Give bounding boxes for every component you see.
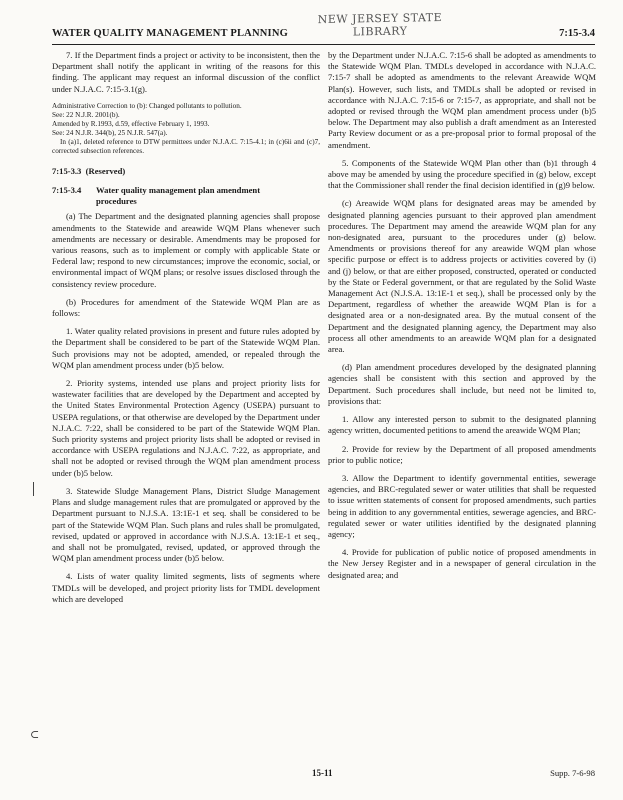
paragraph-b3: 3. Statewide Sludge Management Plans, District Sludge Management Plans and sludge management rules that are promulgated or approved by the Department pursuant to N.J.S.A. 13:1E-1 et seq. shall be considered to be part of the Statewide WQM Plan. Such plans and rules shall be promulgated, revised, updated or approved in accordance with N.J.S.A. 13:1E-1 et seq., and shall not be promulgated, revised, updated, or approved through the WQM plan amendment process under (b)5 below. — [52, 485, 320, 564]
library-stamp: NEW JERSEY STATE LIBRARY — [317, 10, 443, 39]
section-heading — [52, 185, 320, 207]
section-title — [96, 185, 320, 207]
running-title: WATER QUALITY MANAGEMENT PLANNING — [52, 28, 288, 39]
left-column — [52, 50, 320, 612]
paragraph-b2: 2. Priority systems, intended use plans and project priority lists for wastewater facilities that are developed by the Department and accepted by the United States Environmental Protection Agency (USEPA) pursuant to USEPA regulations, or that otherwise are developed by the Department under N.J.A.C. 7:22, shall be considered to be part of the Statewide WQM Plan. Such priority systems and project priority lists shall be adopted or revised in accordance with USEPA regulations and N.J.A.C. 7:22, as appropriate, and shall not be adopted or revised through the WQM plan amendment process under (b)5 below. — [52, 378, 320, 478]
history-notes — [52, 102, 320, 156]
paragraph-7: 7. If the Department finds a project or activity to be inconsistent, then the Department shall notify the applicant in writing of the reasons for this finding. The applicant may request an informal discussion of the conflict under N.J.A.C. 7:15-3.1(g). — [52, 50, 320, 94]
paragraph-d2: 2. Provide for review by the Department of all proposed amendments prior to public notice; — [328, 443, 596, 465]
paragraph-d: (d) Plan amendment procedures developed by the designated planning agencies shall be consistent with this section and approved by the Department. Such procedures shall include, but need not be limited to, provisions that: — [328, 362, 596, 406]
paragraph-d4: 4. Provide for publication of public notice of proposed amendments in the New Jersey Register and in a newspaper of general circulation in the designated area; and — [328, 547, 596, 580]
paragraph-b: (b) Procedures for amendment of the Statewide WQM Plan are as follows: — [52, 296, 320, 319]
history-note: See: 22 N.J.R. 2001(b). — [52, 110, 120, 119]
paragraph-d3: 3. Allow the Department to identify governmental entities, sewerage agencies, and BRC-regulated sewer or water utilities that shall be requested to issue written statements of consent for proposed amendments, such parties being in addition to any governmental entities, sewerage agencies, and BRC-regulated sewer or water utilities identified by the designated planning agency; — [328, 472, 596, 539]
paragraph-a: (a) The Department and the designated planning agencies shall propose amendments to the Statewide and areawide WQM Plans whenever such amendments are necessary or desirable. Amendments may be proposed for various reasons, such as to implement or comply with applicable State or Federal law; respond to new circumstances; improve the economic, social, or environmental impact of WQM plans; or resolve issues disclosed through the consistency review procedure. — [52, 211, 320, 289]
section-number: 7:15-3.3 — [52, 165, 82, 176]
paragraph-b1: 1. Water quality related provisions in present and future rules adopted by the Department shall be considered to be part of the Statewide WQM Plan. Such provisions may not be adopted, amended, or repealed through the WQM plan amendment process under (b)5 below. — [52, 326, 320, 370]
paragraph-b5: 5. Components of the Statewide WQM Plan other than (b)1 through 4 above may be amended by using the procedure specified in (g) below, except that the Commissioner shall render the final decision identified in (g)9 below. — [328, 157, 596, 191]
supplement-date: Supp. 7-6-98 — [550, 768, 595, 778]
page-header — [52, 26, 595, 45]
section-title-line: procedures — [96, 196, 137, 207]
margin-mark-icon: ⊂ — [30, 729, 40, 741]
paragraph-b4-continued: by the Department under N.J.A.C. 7:15-6 shall be adopted as amendments to the Statewide WQM Plan. TMDLs developed in accordance with N.J.A.C. 7:15-7 shall be adopted as amendments to the relevant Areawide WQM Plan(s). However, such lists, and TMDLs shall be adopted or revised in accordance with N.J.A.C. 7:15-6 or 7:15-7, as appropriate, and shall not be adopted or revised through the WQM plan amendment process under (b)5 below. The Department may also publish a draft amendment as an Interested Party Review document or as a pre-proposal prior to formal proposal of the amendment. — [328, 50, 596, 150]
section-number: 7:15-3.4 — [52, 185, 82, 196]
paragraph-b4: 4. Lists of water quality limited segments, lists of segments where TMDLs will be developed, and project priority lists for TMDL development which are developed — [52, 571, 320, 604]
history-note: In (a)1, deleted reference to DTW permittees under N.J.A.C. 7:15-4.1; in (c)6ii and (c)7, corrected subsection references. — [52, 137, 320, 155]
paragraph-c: (c) Areawide WQM plans for designated areas may be amended by designated planning agencies pursuant to their approved plan amendment procedures. The Department may amend the areawide WQM plan for any non-designated area, pursuant to the procedures under (g) below. Amendments or provisions thereof for any areawide WQM plan whose specific purpose or effect is to address projects or activities covered by (i) and (j) below, or that are either proposed, constructed, operated or conducted by the State or Federal government, or that are regulated by the Solid Waste Management Act (N.J.S.A. 13:1E-1 et seq.), shall be processed only by the Department, regardless of whether the areawide WQM Plan is for a designated area or a non-designated area. By the mutual consent of the Department and the designated planning agency, the Department may also process all other amendments to an areawide WQM plan for a designated area. — [328, 198, 596, 355]
section-number-header: 7:15-3.4 — [559, 28, 595, 39]
right-column — [328, 50, 596, 588]
paragraph-d1: 1. Allow any interested person to submit to the designated planning agency written, documented petitions to amend the areawide WQM Plan; — [328, 414, 596, 436]
history-note: Amended by R.1993, d.59, effective February 1, 1993. — [52, 119, 210, 128]
history-note: See: 24 N.J.R. 344(b), 25 N.J.R. 547(a). — [52, 128, 168, 137]
page-footer — [52, 768, 595, 782]
section-label: (Reserved) — [85, 165, 126, 176]
section-heading-reserved — [52, 166, 320, 177]
page-number: 15-11 — [312, 768, 333, 778]
margin-change-bar — [33, 482, 34, 496]
section-title-line: Water quality management plan amendment — [96, 185, 261, 196]
history-note: Administrative Correction to (b): Changed pollutants to pollution. — [52, 101, 242, 110]
